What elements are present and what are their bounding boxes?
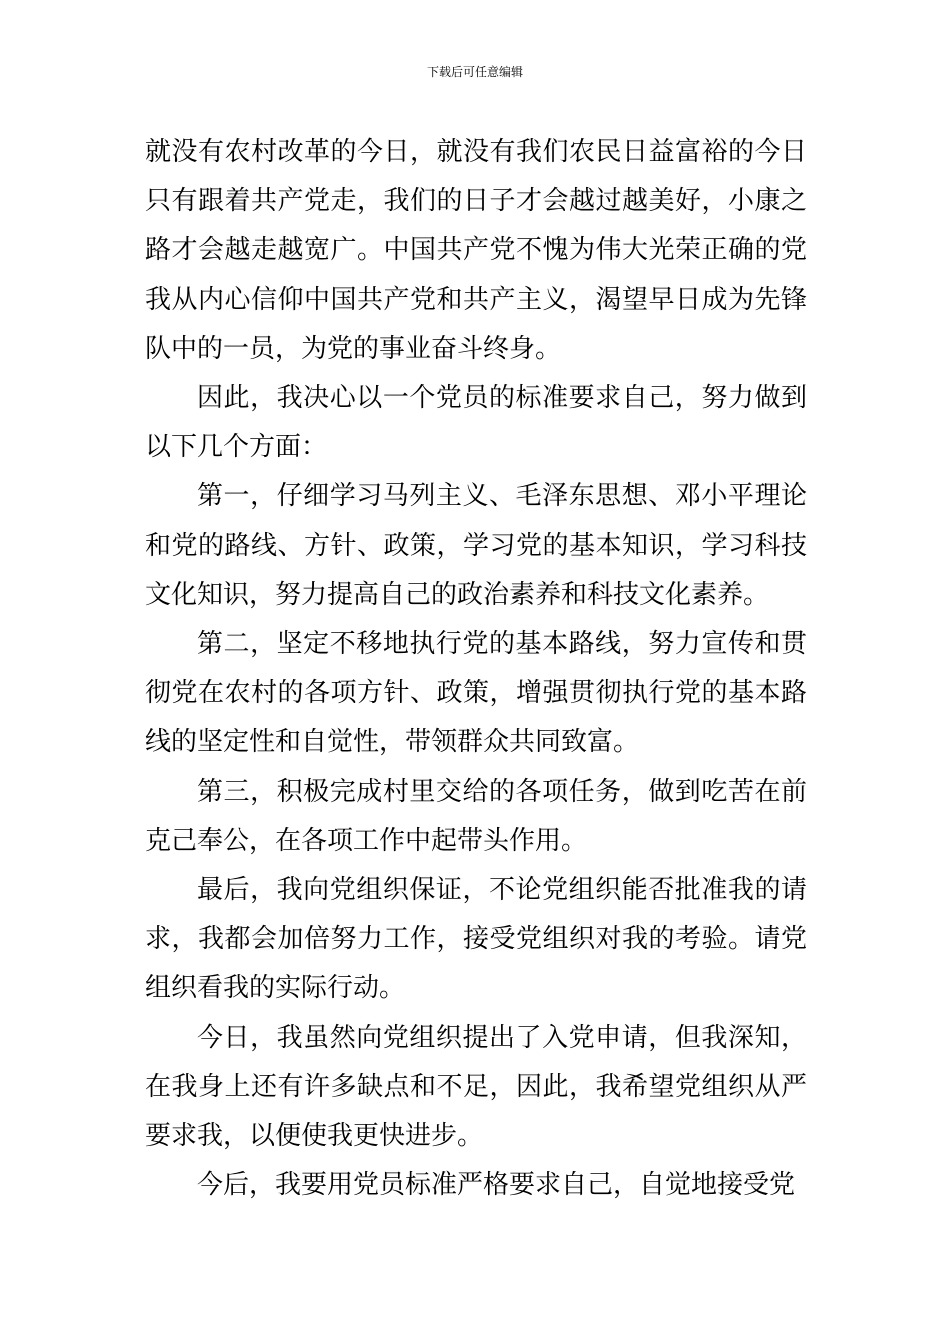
paragraph-8: 今后，我要用党员标准严格要求自己，自觉地接受党: [197, 1170, 796, 1201]
paragraph-7: 今日，我虽然向党组织提出了入党申请，但我深知，在我身上还有许多缺点和不足，因此，我希望党组织从严要求我，以便使我更快进步。: [145, 1022, 807, 1152]
paragraph-3: 第一，仔细学习马列主义、毛泽东思想、邓小平理论和党的路线、方针、政策，学习党的基本知识，学习科技文化知识，努力提高自己的政治素养和科技文化素养。: [145, 481, 807, 610]
paragraph-1: 就没有农村改革的今日，就没有我们农民日益富裕的今日只有跟着共产党走，我们的日子才会越过越美好，小康之路才会越走越宽广。中国共产党不愧为伟大光荣正确的党我从内心信仰中国共产党和共产主义，渴望早日成为先锋队中的一员，为党的事业奋斗终身。: [145, 137, 807, 364]
paragraph-2: 因此，我决心以一个党员的标准要求自己，努力做到以下几个方面：: [145, 383, 807, 463]
document-body: [145, 128, 807, 1210]
paragraph-6: 最后，我向党组织保证，不论党组织能否批准我的请求，我都会加倍努力工作，接受党组织对我的考验。请党组织看我的实际行动。: [145, 875, 807, 1004]
paragraph-5: 第三，积极完成村里交给的各项任务，做到吃苦在前克己奉公，在各项工作中起带头作用。: [145, 776, 807, 856]
header-note: 下载后可任意编辑: [426, 65, 523, 79]
paragraph-4: 第二，坚定不移地执行党的基本路线，努力宣传和贯彻党在农村的各项方针、政策，增强贯彻执行党的基本路线的坚定性和自觉性，带领群众共同致富。: [145, 629, 807, 758]
